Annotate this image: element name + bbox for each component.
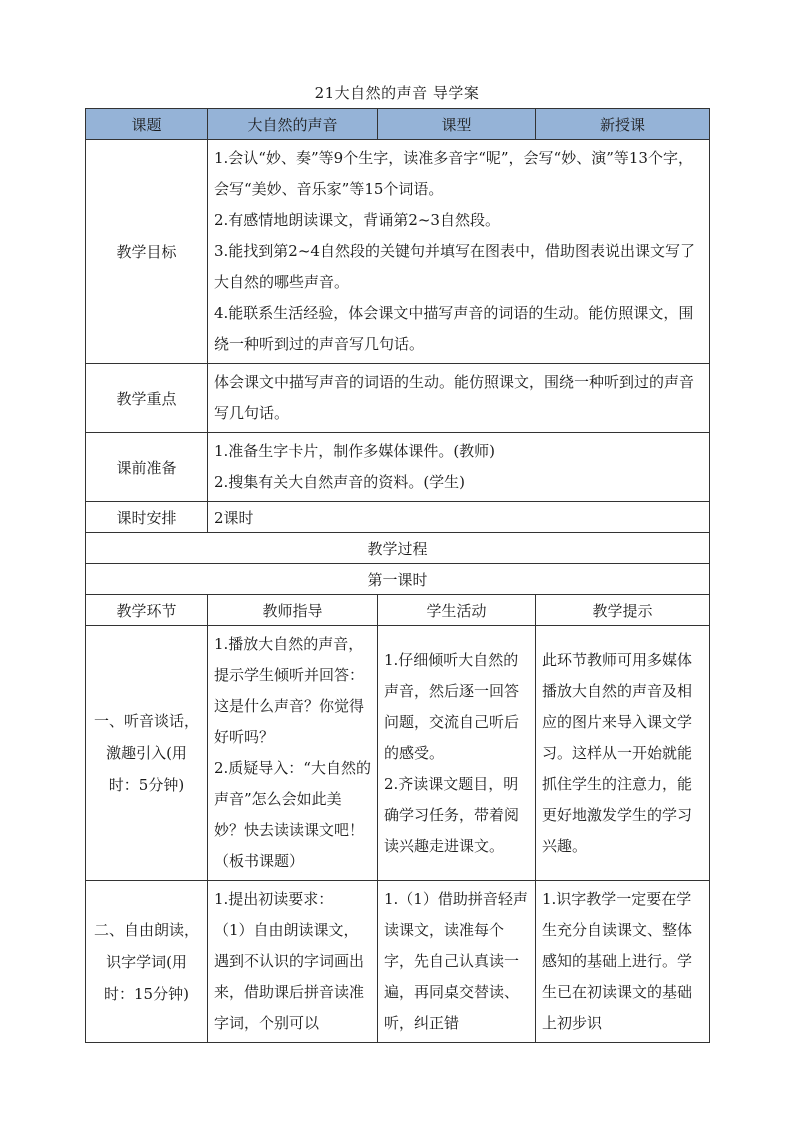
- header-type-label: 课型: [378, 109, 536, 140]
- goals-row: [86, 140, 710, 364]
- header-type-value: 新授课: [536, 109, 710, 140]
- header-row: [86, 109, 710, 140]
- goal-item: 3.能找到第2~4自然段的关键句并填写在图表中，借助图表说出课文写了大自然的哪些声音。: [214, 242, 695, 291]
- header-topic-value: 大自然的声音: [208, 109, 378, 140]
- goal-item: 2.有感情地朗读课文，背诵第2~3自然段。: [214, 211, 500, 229]
- schedule-label: 课时安排: [86, 502, 208, 533]
- key-point-content: 体会课文中描写声音的词语的生动。能仿照课文，围绕一种听到过的声音写几句话。: [208, 364, 710, 433]
- process-title-row: [86, 533, 710, 564]
- stage-cell: 一、听音谈话，激趣引入(用时：5分钟): [86, 626, 208, 881]
- stage-cell: 二、自由朗读，识字学词(用时：15分钟): [86, 881, 208, 1043]
- prep-content: [208, 433, 710, 502]
- document-title: 21大自然的声音 导学案: [314, 84, 480, 102]
- goal-item: 1.会认“妙、奏”等9个生字，读准多音字“呢”，会写“妙、演”等13个字，会写“美妙、音乐家”等15个词语。: [214, 149, 693, 198]
- lesson-plan-table: [85, 108, 710, 1043]
- process-header-tip: 教学提示: [536, 595, 710, 626]
- lesson-title-row: [86, 564, 710, 595]
- process-header-student: 学生活动: [378, 595, 536, 626]
- prep-item: 2.搜集有关大自然声音的资料。(学生): [214, 473, 466, 491]
- prep-row: [86, 433, 710, 502]
- schedule-row: [86, 502, 710, 533]
- schedule-content: 2课时: [208, 502, 710, 533]
- teacher-cell: 1.播放大自然的声音，提示学生倾听并回答：这是什么声音？你觉得好听吗？ 2.质疑导入：“大自然的声音”怎么会如此美妙？快去读读课文吧！（板书课题）: [208, 626, 378, 881]
- process-row: [86, 881, 710, 1043]
- process-header-row: [86, 595, 710, 626]
- process-row: [86, 626, 710, 881]
- teacher-cell: 1.提出初读要求： （1）自由朗读课文，遇到不认识的字词画出来，借助课后拼音读准字词，个别可以: [208, 881, 378, 1043]
- key-point-label: 教学重点: [86, 364, 208, 433]
- prep-label: 课前准备: [86, 433, 208, 502]
- process-title: 教学过程: [86, 533, 710, 564]
- tip-cell: 1.识字教学一定要在学生充分自读课文、整体感知的基础上进行。学生已在初读课文的基础上初步识: [536, 881, 710, 1043]
- header-topic-label: 课题: [86, 109, 208, 140]
- goals-content: [208, 140, 710, 364]
- goals-label: 教学目标: [86, 140, 208, 364]
- prep-item: 1.准备生字卡片，制作多媒体课件。(教师): [214, 442, 496, 460]
- student-cell: 1.（1）借助拼音轻声读课文，读准每个字，先自己认真读一遍，再同桌交替读、听，纠正错: [378, 881, 536, 1043]
- student-cell: 1.仔细倾听大自然的声音，然后逐一回答问题，交流自己听后的感受。 2.齐读课文题目，明确学习任务，带着阅读兴趣走进课文。: [378, 626, 536, 881]
- lesson-title: 第一课时: [86, 564, 710, 595]
- process-header-teacher: 教师指导: [208, 595, 378, 626]
- goal-item: 4.能联系生活经验，体会课文中描写声音的词语的生动。能仿照课文，围绕一种听到过的声音写几句话。: [214, 304, 694, 353]
- process-header-stage: 教学环节: [86, 595, 208, 626]
- tip-cell: 此环节教师可用多媒体播放大自然的声音及相应的图片来导入课文学习。这样从一开始就能抓住学生的注意力，能更好地激发学生的学习兴趣。: [536, 626, 710, 881]
- key-point-row: [86, 364, 710, 433]
